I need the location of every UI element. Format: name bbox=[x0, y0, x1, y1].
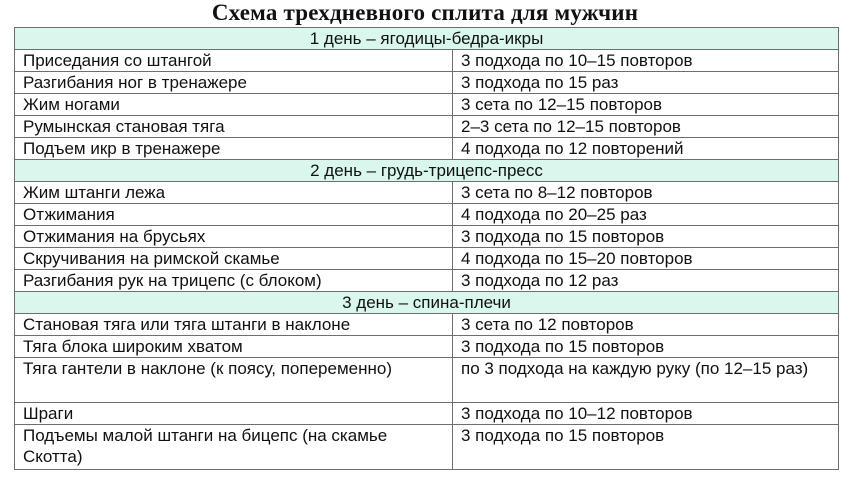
exercise-scheme: 3 подхода по 15 повторов bbox=[453, 336, 839, 358]
table-row bbox=[15, 314, 839, 336]
exercise-name: Тяга гантели в наклоне (к поясу, попеременно) bbox=[15, 358, 453, 403]
exercise-name: Разгибания ног в тренажере bbox=[15, 72, 453, 94]
table-row bbox=[15, 425, 839, 470]
day-header-row bbox=[15, 292, 839, 314]
day-heading: 1 день – ягодицы-бедра-икры bbox=[15, 28, 839, 50]
exercise-scheme: 3 сета по 12–15 повторов bbox=[453, 94, 839, 116]
exercise-scheme: 4 подхода по 15–20 повторов bbox=[453, 248, 839, 270]
exercise-scheme: 3 сета по 8–12 повторов bbox=[453, 182, 839, 204]
table-row bbox=[15, 270, 839, 292]
day-header-row bbox=[15, 28, 839, 50]
exercise-scheme: 3 подхода по 15 повторов bbox=[453, 226, 839, 248]
exercise-name: Шраги bbox=[15, 403, 453, 425]
exercise-name: Жим ногами bbox=[15, 94, 453, 116]
exercise-scheme: по 3 подхода на каждую руку (по 12–15 раз) bbox=[453, 358, 839, 403]
table-row bbox=[15, 94, 839, 116]
day-heading: 3 день – спина-плечи bbox=[15, 292, 839, 314]
exercise-name: Приседания со штангой bbox=[15, 50, 453, 72]
table-row bbox=[15, 72, 839, 94]
exercise-scheme: 3 подхода по 15 повторов bbox=[453, 425, 839, 470]
exercise-name: Скручивания на римской скамье bbox=[15, 248, 453, 270]
table-row bbox=[15, 358, 839, 403]
table-row bbox=[15, 50, 839, 72]
exercise-scheme: 4 подхода по 12 повторений bbox=[453, 138, 839, 160]
exercise-scheme: 3 подхода по 10–12 повторов bbox=[453, 403, 839, 425]
exercise-scheme: 3 подхода по 10–15 повторов bbox=[453, 50, 839, 72]
exercise-scheme: 3 сета по 12 повторов bbox=[453, 314, 839, 336]
exercise-name: Подъемы малой штанги на бицепс (на скамье Скотта) bbox=[15, 425, 453, 470]
day-heading: 2 день – грудь-трицепс-пресс bbox=[15, 160, 839, 182]
exercise-name: Отжимания на брусьях bbox=[15, 226, 453, 248]
exercise-name: Румынская становая тяга bbox=[15, 116, 453, 138]
exercise-name: Жим штанги лежа bbox=[15, 182, 453, 204]
exercise-name: Разгибания рук на трицепс (с блоком) bbox=[15, 270, 453, 292]
split-table bbox=[14, 27, 839, 470]
exercise-name: Подъем икр в тренажере bbox=[15, 138, 453, 160]
exercise-scheme: 3 подхода по 15 раз bbox=[453, 72, 839, 94]
table-row bbox=[15, 248, 839, 270]
table-row bbox=[15, 226, 839, 248]
table-row bbox=[15, 403, 839, 425]
table-row bbox=[15, 116, 839, 138]
table-row bbox=[15, 204, 839, 226]
exercise-scheme: 3 подхода по 12 раз bbox=[453, 270, 839, 292]
exercise-scheme: 2–3 сета по 12–15 повторов bbox=[453, 116, 839, 138]
day-header-row bbox=[15, 160, 839, 182]
page-title: Схема трехдневного сплита для мужчин bbox=[211, 0, 639, 25]
exercise-name: Становая тяга или тяга штанги в наклоне bbox=[15, 314, 453, 336]
table-row bbox=[15, 182, 839, 204]
table-row bbox=[15, 336, 839, 358]
exercise-scheme: 4 подхода по 20–25 раз bbox=[453, 204, 839, 226]
table-row bbox=[15, 138, 839, 160]
exercise-name: Отжимания bbox=[15, 204, 453, 226]
exercise-name: Тяга блока широким хватом bbox=[15, 336, 453, 358]
